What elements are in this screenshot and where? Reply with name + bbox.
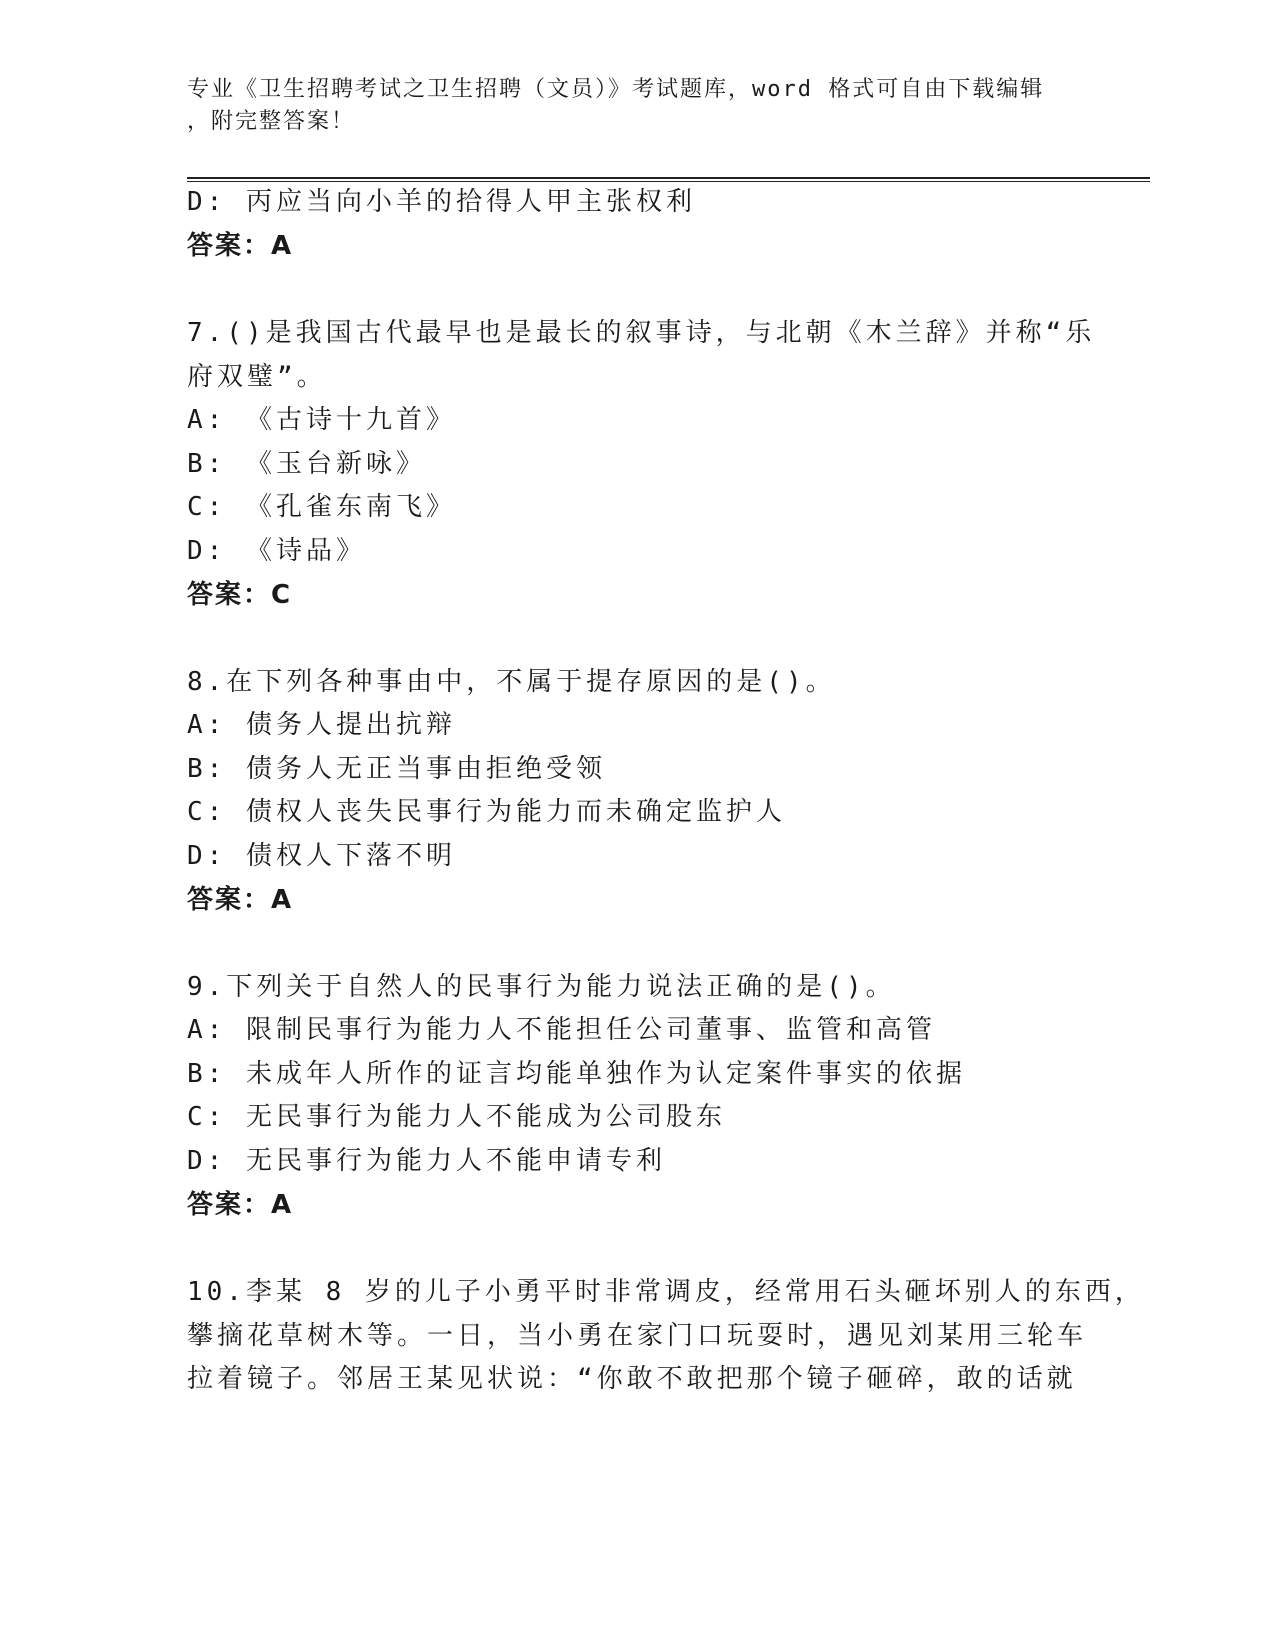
q7-option-a: A: 《古诗十九首》 <box>187 405 456 435</box>
q9-option-b: B: 未成年人所作的证言均能单独作为认定案件事实的依据 <box>187 1059 966 1089</box>
q8-option-a: A: 债务人提出抗辩 <box>187 710 456 740</box>
q6-answer: 答案：A <box>187 231 294 261</box>
q10-stem-line-2: 攀摘花草树木等。一日，当小勇在家门口玩耍时，遇见刘某用三轮车 <box>187 1321 1088 1351</box>
header-divider <box>187 177 1150 182</box>
q6-option-d: D: 丙应当向小羊的拾得人甲主张权利 <box>187 187 696 217</box>
q10-stem-line-3: 拉着镜子。邻居王某见状说：“你敢不敢把那个镜子砸碎，敢的话就 <box>187 1364 1077 1394</box>
q9-stem: 9.下列关于自然人的民事行为能力说法正确的是()。 <box>187 972 896 1002</box>
q7-option-b: B: 《玉台新咏》 <box>187 449 426 479</box>
page-header <box>187 74 1067 138</box>
q8-option-d: D: 债权人下落不明 <box>187 841 456 871</box>
q8-option-c: C: 债权人丧失民事行为能力而未确定监护人 <box>187 797 786 827</box>
header-line-1: 专业《卫生招聘考试之卫生招聘（文员）》考试题库，word 格式可自由下载编辑 <box>187 77 1045 102</box>
q9-option-d: D: 无民事行为能力人不能申请专利 <box>187 1146 666 1176</box>
q10-stem-line-1: 10.李某 8 岁的儿子小勇平时非常调皮，经常用石头砸坏别人的东西， <box>187 1277 1145 1307</box>
q7-option-d: D: 《诗品》 <box>187 536 366 566</box>
header-line-2: ，附完整答案！ <box>187 109 356 134</box>
q8-answer: 答案：A <box>187 885 294 915</box>
q7-stem-line-2: 府双璧”。 <box>187 362 327 392</box>
q7-stem-line-1: 7.()是我国古代最早也是最长的叙事诗，与北朝《木兰辞》并称“乐 <box>187 318 1096 348</box>
q9-option-c: C: 无民事行为能力人不能成为公司股东 <box>187 1102 726 1132</box>
q9-option-a: A: 限制民事行为能力人不能担任公司董事、监管和高管 <box>187 1015 936 1045</box>
q8-stem: 8.在下列各种事由中，不属于提存原因的是()。 <box>187 667 836 697</box>
q7-option-c: C: 《孔雀东南飞》 <box>187 492 456 522</box>
q8-option-b: B: 债务人无正当事由拒绝受领 <box>187 754 606 784</box>
q9-answer: 答案：A <box>187 1190 294 1220</box>
q7-answer: 答案：C <box>187 580 293 610</box>
